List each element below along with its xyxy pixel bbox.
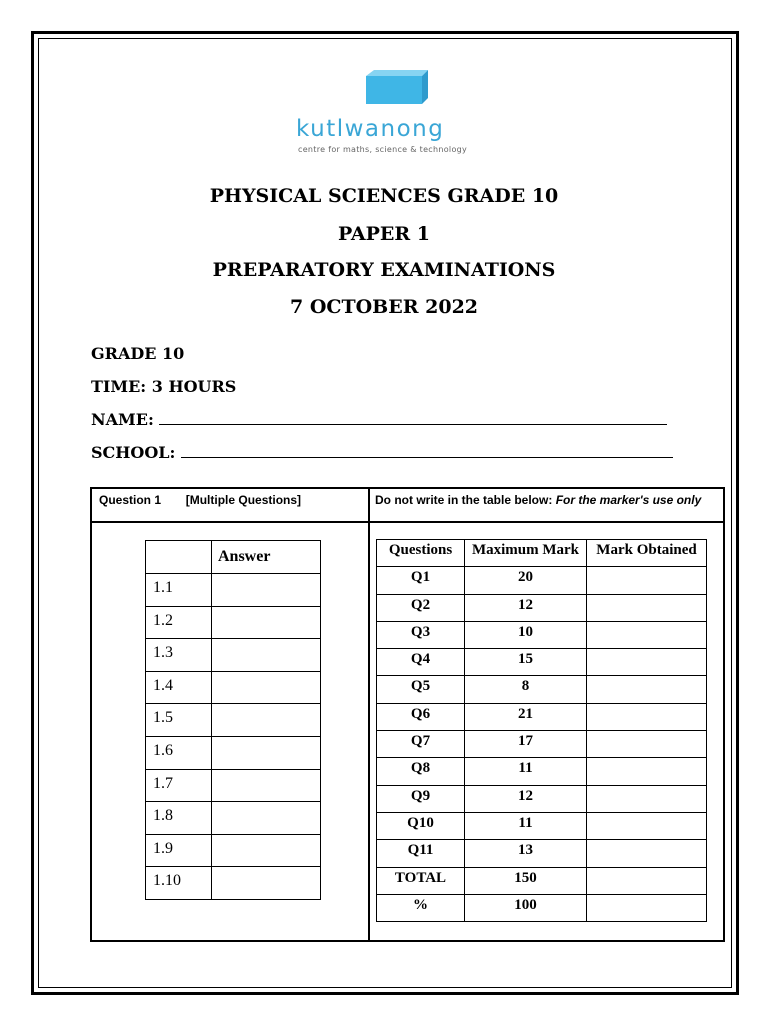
school-field[interactable] bbox=[91, 443, 673, 462]
school-line[interactable] bbox=[181, 443, 673, 458]
answer-question-number: 1.5 bbox=[146, 704, 212, 737]
marks-row bbox=[377, 621, 707, 648]
marks-obtained-cell[interactable] bbox=[587, 812, 707, 839]
time-label: TIME: 3 HOURS bbox=[91, 377, 237, 396]
answer-cell[interactable] bbox=[212, 574, 321, 607]
marks-question: TOTAL bbox=[377, 867, 465, 894]
answer-row bbox=[146, 606, 321, 639]
marks-obtained-cell[interactable] bbox=[587, 703, 707, 730]
exam-date: 7 OCTOBER 2022 bbox=[289, 296, 479, 318]
answer-cell[interactable] bbox=[212, 606, 321, 639]
marks-obtained-cell[interactable] bbox=[587, 676, 707, 703]
marks-row bbox=[377, 785, 707, 812]
column-divider bbox=[368, 489, 370, 940]
marks-maximum: 8 bbox=[465, 676, 587, 703]
marks-obtained-cell[interactable] bbox=[587, 567, 707, 594]
marks-row bbox=[377, 649, 707, 676]
col-header-maximum: Maximum Mark bbox=[465, 540, 587, 567]
marks-maximum: 11 bbox=[465, 812, 587, 839]
answer-question-number: 1.6 bbox=[146, 736, 212, 769]
cube-icon bbox=[242, 68, 532, 114]
marks-row bbox=[377, 840, 707, 867]
marks-maximum: 13 bbox=[465, 840, 587, 867]
school-label: SCHOOL: bbox=[91, 443, 176, 462]
marks-maximum: 12 bbox=[465, 594, 587, 621]
answer-row bbox=[146, 671, 321, 704]
marks-question: % bbox=[377, 894, 465, 921]
answer-cell[interactable] bbox=[212, 867, 321, 900]
answer-row bbox=[146, 574, 321, 607]
answer-cell[interactable] bbox=[212, 736, 321, 769]
answer-question-number: 1.1 bbox=[146, 574, 212, 607]
marks-maximum: 11 bbox=[465, 758, 587, 785]
col-header-obtained: Mark Obtained bbox=[587, 540, 707, 567]
marks-question: Q2 bbox=[377, 594, 465, 621]
marks-row bbox=[377, 758, 707, 785]
marks-row bbox=[377, 676, 707, 703]
answer-question-number: 1.2 bbox=[146, 606, 212, 639]
answer-table bbox=[145, 540, 321, 900]
marks-obtained-cell[interactable] bbox=[587, 867, 707, 894]
answer-question-number: 1.3 bbox=[146, 639, 212, 672]
answer-question-number: 1.4 bbox=[146, 671, 212, 704]
marks-row bbox=[377, 567, 707, 594]
marks-obtained-cell[interactable] bbox=[587, 785, 707, 812]
name-label: NAME: bbox=[91, 410, 154, 429]
answer-cell[interactable] bbox=[212, 639, 321, 672]
marks-maximum: 100 bbox=[465, 894, 587, 921]
answer-cell[interactable] bbox=[212, 834, 321, 867]
answer-header: Answer bbox=[212, 541, 321, 574]
answer-row bbox=[146, 802, 321, 835]
marks-obtained-cell[interactable] bbox=[587, 594, 707, 621]
marks-maximum: 150 bbox=[465, 867, 587, 894]
marks-maximum: 10 bbox=[465, 621, 587, 648]
marks-row bbox=[377, 703, 707, 730]
answer-row bbox=[146, 769, 321, 802]
marks-table bbox=[376, 539, 707, 922]
marks-question: Q4 bbox=[377, 649, 465, 676]
marks-question: Q3 bbox=[377, 621, 465, 648]
marks-row bbox=[377, 812, 707, 839]
exam-title: PREPARATORY EXAMINATIONS bbox=[212, 259, 556, 281]
logo-wordmark: kutlwanong bbox=[296, 116, 445, 142]
col-header-questions: Questions bbox=[377, 540, 465, 567]
answer-question-number: 1.10 bbox=[146, 867, 212, 900]
marks-maximum: 21 bbox=[465, 703, 587, 730]
subject-title: PHYSICAL SCIENCES GRADE 10 bbox=[209, 185, 559, 207]
marker-note: For the marker's use only bbox=[555, 493, 702, 507]
marks-question: Q7 bbox=[377, 731, 465, 758]
marks-obtained-cell[interactable] bbox=[587, 731, 707, 758]
answer-row bbox=[146, 639, 321, 672]
answer-question-number: 1.9 bbox=[146, 834, 212, 867]
marks-obtained-cell[interactable] bbox=[587, 840, 707, 867]
marks-question: Q8 bbox=[377, 758, 465, 785]
logo-tagline: centre for maths, science & technology bbox=[298, 145, 468, 154]
marker-header bbox=[375, 493, 701, 507]
answer-cell[interactable] bbox=[212, 671, 321, 704]
answer-row bbox=[146, 867, 321, 900]
marks-obtained-cell[interactable] bbox=[587, 894, 707, 921]
question-header bbox=[99, 493, 301, 507]
marks-row bbox=[377, 867, 707, 894]
marks-question: Q10 bbox=[377, 812, 465, 839]
marks-question: Q11 bbox=[377, 840, 465, 867]
marks-maximum: 15 bbox=[465, 649, 587, 676]
kutlwanong-logo bbox=[242, 68, 532, 160]
marks-row bbox=[377, 594, 707, 621]
marks-obtained-cell[interactable] bbox=[587, 621, 707, 648]
header-divider bbox=[92, 521, 723, 523]
answer-row bbox=[146, 736, 321, 769]
answer-marks-box bbox=[90, 487, 725, 942]
marks-question: Q1 bbox=[377, 567, 465, 594]
marks-question: Q5 bbox=[377, 676, 465, 703]
marks-maximum: 17 bbox=[465, 731, 587, 758]
answer-row bbox=[146, 704, 321, 737]
marker-instruction: Do not write in the table below: bbox=[375, 493, 553, 507]
name-field[interactable] bbox=[91, 410, 667, 429]
answer-row bbox=[146, 834, 321, 867]
answer-question-number: 1.8 bbox=[146, 802, 212, 835]
answer-question-number: 1.7 bbox=[146, 769, 212, 802]
paper-title: PAPER 1 bbox=[337, 223, 431, 245]
answer-cell[interactable] bbox=[212, 704, 321, 737]
question-label: Question 1 bbox=[99, 493, 162, 507]
marks-question: Q6 bbox=[377, 703, 465, 730]
marks-obtained-cell[interactable] bbox=[587, 758, 707, 785]
marks-maximum: 12 bbox=[465, 785, 587, 812]
answer-cell[interactable] bbox=[212, 769, 321, 802]
marks-obtained-cell[interactable] bbox=[587, 649, 707, 676]
marks-row bbox=[377, 894, 707, 921]
name-line[interactable] bbox=[159, 410, 667, 425]
answer-cell[interactable] bbox=[212, 802, 321, 835]
question-type: [Multiple Questions] bbox=[185, 493, 302, 507]
grade-label: GRADE 10 bbox=[91, 344, 185, 363]
marks-maximum: 20 bbox=[465, 567, 587, 594]
marks-question: Q9 bbox=[377, 785, 465, 812]
marks-row bbox=[377, 731, 707, 758]
